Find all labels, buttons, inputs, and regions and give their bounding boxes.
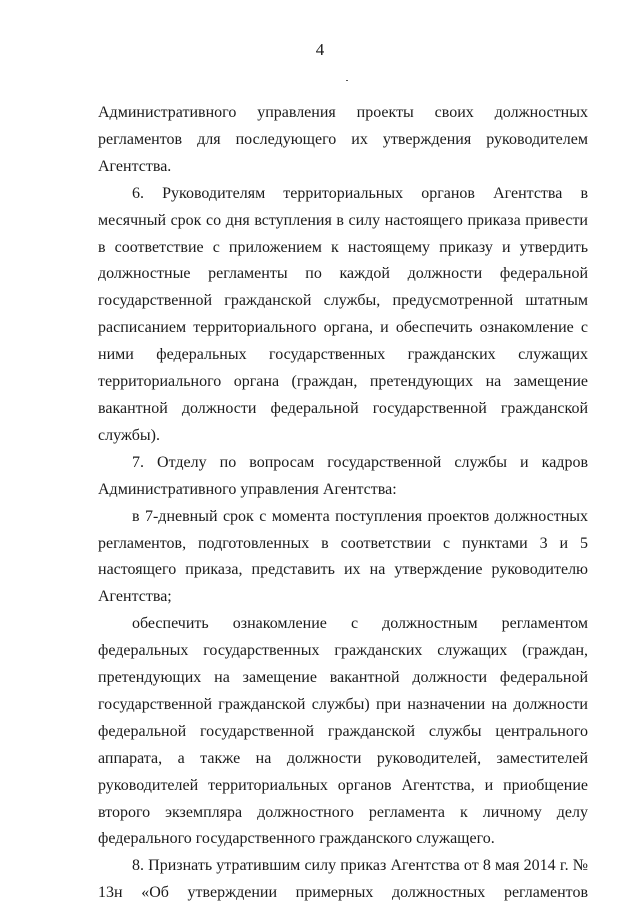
paragraph-item-7-subitem-2: обеспечить ознакомление с должностным регламентом федеральных государственных гражданских служащих (граждан, претендующих на замещение вакантной должности федеральной государственной гражданской службы) при назначении на должности федеральной государственной гражданской службы центрального аппарата, а также на должности руководителей, заместителей руководителей территориальных органов Агентства, и приобщение второго экземпляра должностного регламента к личному делу федерального государственного гражданского служащего. [98,615,588,848]
page-number: 4 [315,40,325,59]
paragraph-continuation: Административного управления проекты своих должностных регламентов для последующего их утверждения руководителем Агентства. [98,104,588,175]
document-body [98,100,588,907]
scan-speck [346,80,348,81]
paragraph-item-8: 8. Признать утратившим силу приказ Агентства от 8 мая 2014 г. № 13н «Об утверждении примерных должностных регламентов [98,857,588,902]
paragraph-item-7-subitem-1: в 7-дневный срок с момента поступления проектов должностных регламентов, подготовленных в соответствии с пунктами 3 и 5 настоящего приказа, представить их на утверждение руководителю Агентства; [98,507,588,606]
paragraph-item-6: 6. Руководителям территориальных органов Агентства в месячный срок со дня вступления в силу настоящего приказа привести в соответствие с приложением к настоящему приказу и утвердить должностные регламенты по каждой должности федеральной государственной гражданской службы, предусмотренной штатным расписанием территориального органа, и обеспечить ознакомление с ними федеральных государственных гражданских служащих территориального органа (граждан, претендующих на замещение вакантной должности федеральной государственной гражданской службы). [98,184,588,444]
paragraph-item-7: 7. Отделу по вопросам государственной службы и кадров Административного управления Агентства: [98,453,588,498]
